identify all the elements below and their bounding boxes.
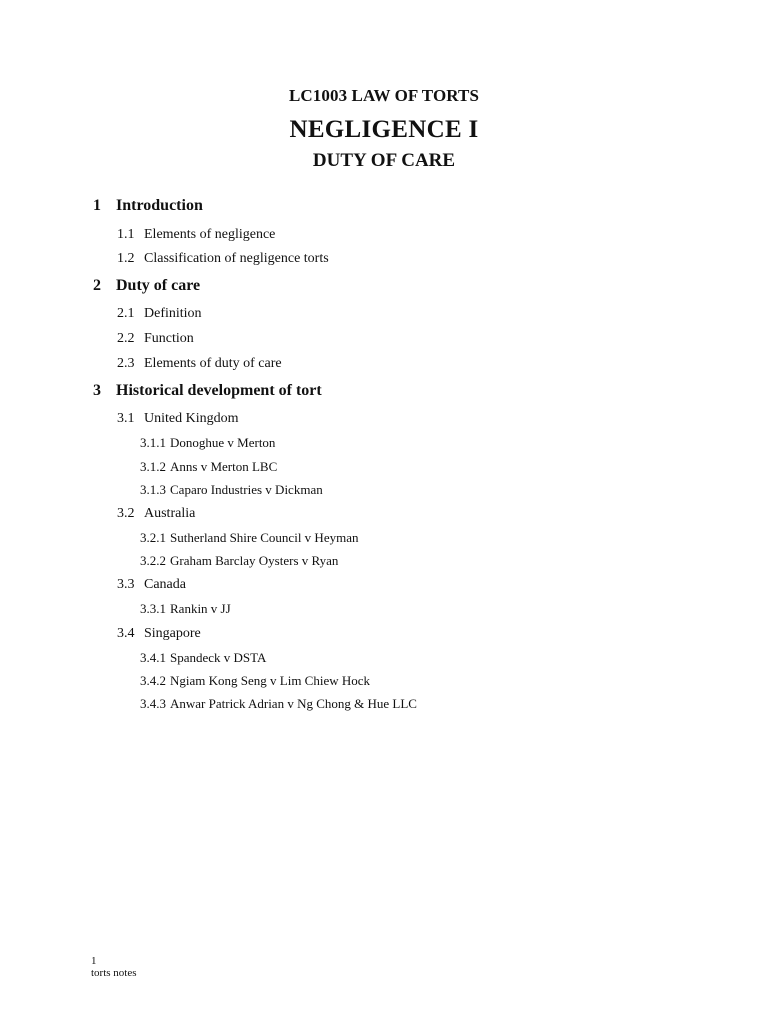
toc-item <box>117 251 329 267</box>
toc-case <box>140 530 358 546</box>
item-title: Elements of duty of care <box>144 356 282 371</box>
item-number: 2.3 <box>117 356 135 371</box>
toc-section-introduction <box>93 197 203 215</box>
case-number: 3.2.2 <box>140 553 166 568</box>
toc-case <box>140 696 417 712</box>
item-number: 1.2 <box>117 251 135 266</box>
case-title: Donoghue v Merton <box>170 435 276 450</box>
case-title: Caparo Industries v Dickman <box>170 482 323 497</box>
toc-case <box>140 673 370 689</box>
toc-case <box>140 601 231 617</box>
toc-case <box>140 482 323 498</box>
item-title: Classification of negligence torts <box>144 251 329 266</box>
case-title: Rankin v JJ <box>170 601 231 616</box>
case-title: Sutherland Shire Council v Heyman <box>170 530 359 545</box>
item-title: Elements of negligence <box>144 227 276 242</box>
item-title: Canada <box>144 577 186 592</box>
toc-case <box>140 435 275 451</box>
case-number: 3.4.1 <box>140 650 166 665</box>
case-number: 3.1.3 <box>140 482 166 497</box>
case-number: 3.2.1 <box>140 530 166 545</box>
item-number: 3.2 <box>117 506 135 521</box>
case-number: 3.1.2 <box>140 459 166 474</box>
item-number: 2.1 <box>117 306 135 321</box>
toc-subsection-australia <box>117 506 195 522</box>
item-title: Australia <box>144 506 196 521</box>
item-number: 3.1 <box>117 411 135 426</box>
toc-item <box>117 227 275 243</box>
case-title: Graham Barclay Oysters v Ryan <box>170 553 339 568</box>
footer-page-number: 1 <box>91 955 97 967</box>
toc-subsection-united-kingdom <box>117 411 239 427</box>
case-number: 3.4.3 <box>140 696 166 711</box>
item-title: Singapore <box>144 626 201 641</box>
course-heading: LC1003 LAW OF TORTS <box>288 86 480 105</box>
toc-case <box>140 459 277 475</box>
section-number: 3 <box>93 382 101 399</box>
section-number: 2 <box>93 277 101 294</box>
toc-case <box>140 650 266 666</box>
item-title: Definition <box>144 306 202 321</box>
section-title: Historical development of tort <box>116 382 322 399</box>
case-title: Anns v Merton LBC <box>170 459 278 474</box>
item-title: United Kingdom <box>144 411 239 426</box>
case-number: 3.3.1 <box>140 601 166 616</box>
page-title: NEGLIGENCE I <box>289 116 479 143</box>
toc-section-historical-development <box>93 382 322 400</box>
toc-item <box>117 331 194 347</box>
case-title: Spandeck v DSTA <box>170 650 267 665</box>
toc-subsection-singapore <box>117 626 201 642</box>
item-number: 3.3 <box>117 577 135 592</box>
item-number: 1.1 <box>117 227 135 242</box>
footer-text: torts notes <box>91 967 137 979</box>
page-subtitle: DUTY OF CARE <box>312 150 456 171</box>
case-number: 3.4.2 <box>140 673 166 688</box>
section-title: Duty of care <box>116 277 201 294</box>
section-number: 1 <box>93 197 101 214</box>
item-number: 2.2 <box>117 331 135 346</box>
toc-item <box>117 306 202 322</box>
item-number: 3.4 <box>117 626 135 641</box>
case-title: Anwar Patrick Adrian v Ng Chong & Hue LLC <box>170 696 417 711</box>
toc-section-duty-of-care <box>93 277 200 295</box>
item-title: Function <box>144 331 194 346</box>
toc-item <box>117 356 282 372</box>
case-number: 3.1.1 <box>140 435 166 450</box>
case-title: Ngiam Kong Seng v Lim Chiew Hock <box>170 673 371 688</box>
toc-case <box>140 553 338 569</box>
section-title: Introduction <box>116 197 203 214</box>
toc-subsection-canada <box>117 577 186 593</box>
